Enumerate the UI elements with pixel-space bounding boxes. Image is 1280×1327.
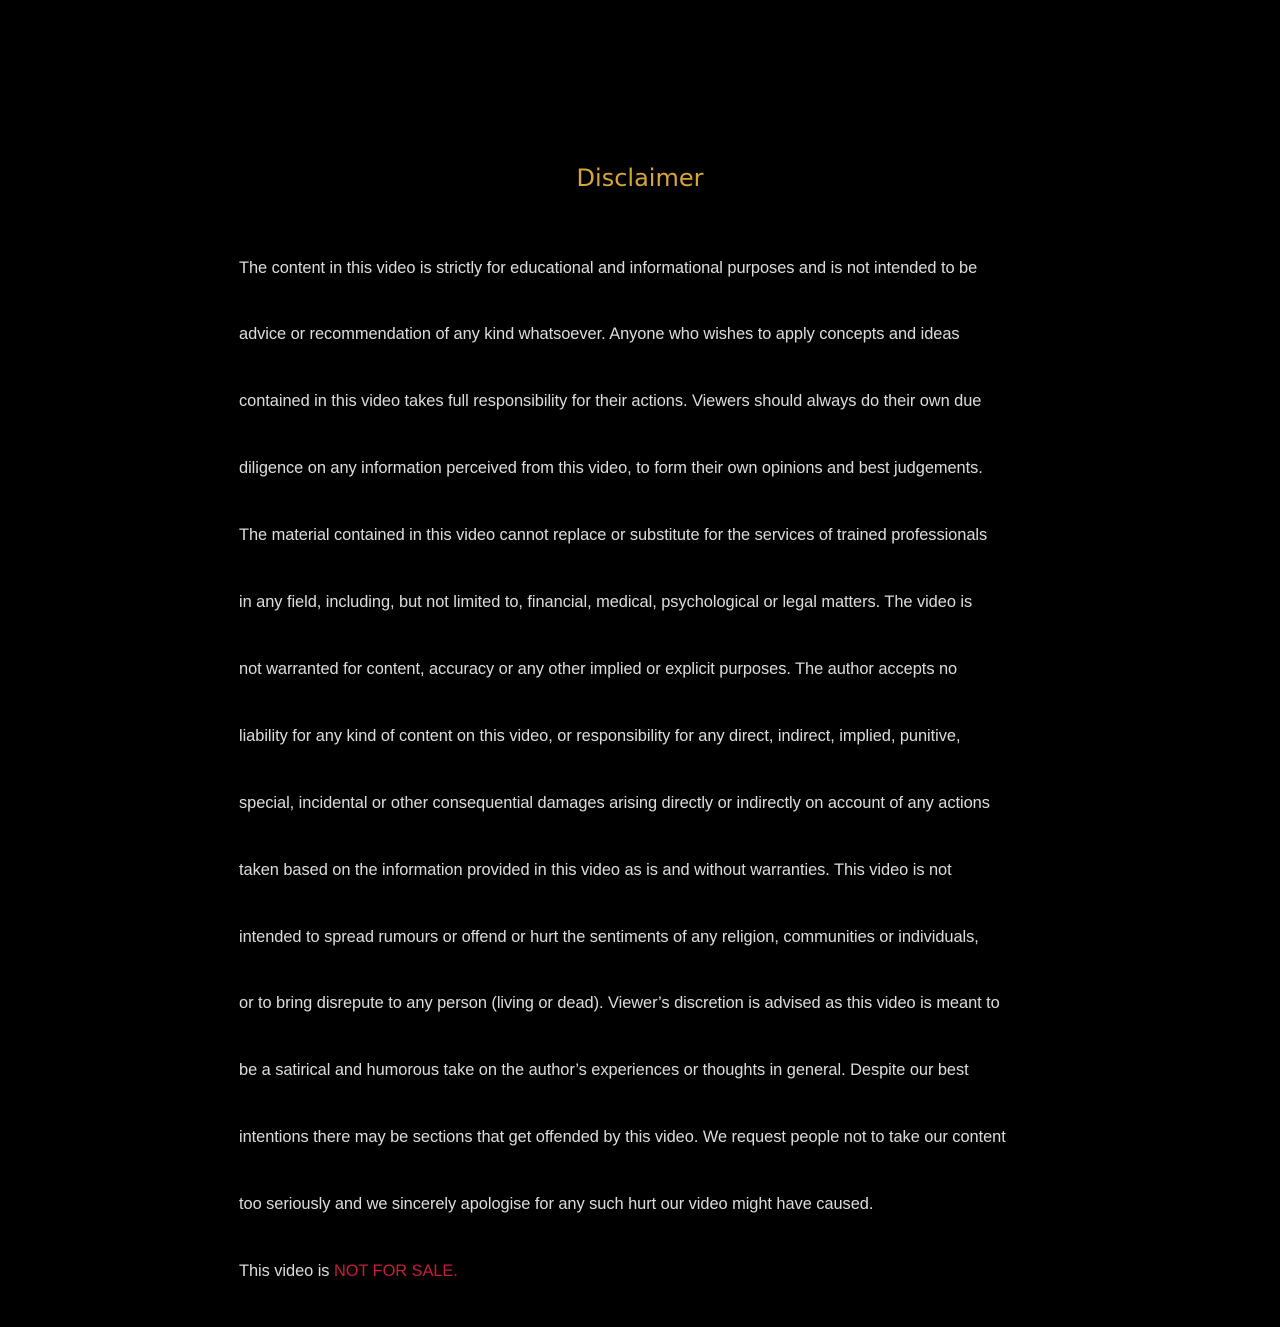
disclaimer-line: The content in this video is strictly for educational and informational purposes and is not intended to be	[239, 258, 978, 277]
disclaimer-line: taken based on the information provided in this video as is and without warranties. This video is not	[239, 860, 952, 879]
disclaimer-title: Disclaimer	[576, 164, 704, 192]
disclaimer-line: too seriously and we sincerely apologise for any such hurt our video might have caused.	[239, 1195, 874, 1214]
disclaimer-line: special, incidental or other consequential damages arising directly or indirectly on account of any actions	[239, 793, 990, 812]
disclaimer-line: intended to spread rumours or offend or hurt the sentiments of any religion, communities or individuals,	[239, 927, 979, 946]
disclaimer-line: intentions there may be sections that get offended by this video. We request people not to take our content	[239, 1128, 1006, 1147]
disclaimer-line: be a satirical and humorous take on the author’s experiences or thoughts in general. Despite our best	[239, 1061, 969, 1080]
disclaimer-line: or to bring disrepute to any person (living or dead). Viewer’s discretion is advised as this video is meant to	[239, 994, 1000, 1013]
disclaimer-line: not warranted for content, accuracy or any other implied or explicit purposes. The author accepts no	[239, 659, 958, 678]
sale-line	[239, 1260, 1084, 1282]
not-for-sale-notice: NOT FOR SALE.	[333, 1261, 458, 1280]
sale-prefix: This video is	[239, 1261, 334, 1280]
disclaimer-line: The material contained in this video cannot replace or substitute for the services of trained professionals	[239, 526, 988, 545]
disclaimer-line: advice or recommendation of any kind whatsoever. Anyone who wishes to apply concepts and ideas	[239, 325, 960, 344]
disclaimer-body	[239, 212, 1084, 1327]
disclaimer-line: contained in this video takes full responsibility for their actions. Viewers should always do their own due	[239, 392, 982, 411]
disclaimer-line: diligence on any information perceived from this video, to form their own opinions and best judgements.	[239, 459, 983, 478]
disclaimer-line: liability for any kind of content on this video, or responsibility for any direct, indirect, implied, punitive,	[239, 726, 961, 745]
disclaimer-line: in any field, including, but not limited to, financial, medical, psychological or legal matters. The video is	[239, 593, 973, 612]
